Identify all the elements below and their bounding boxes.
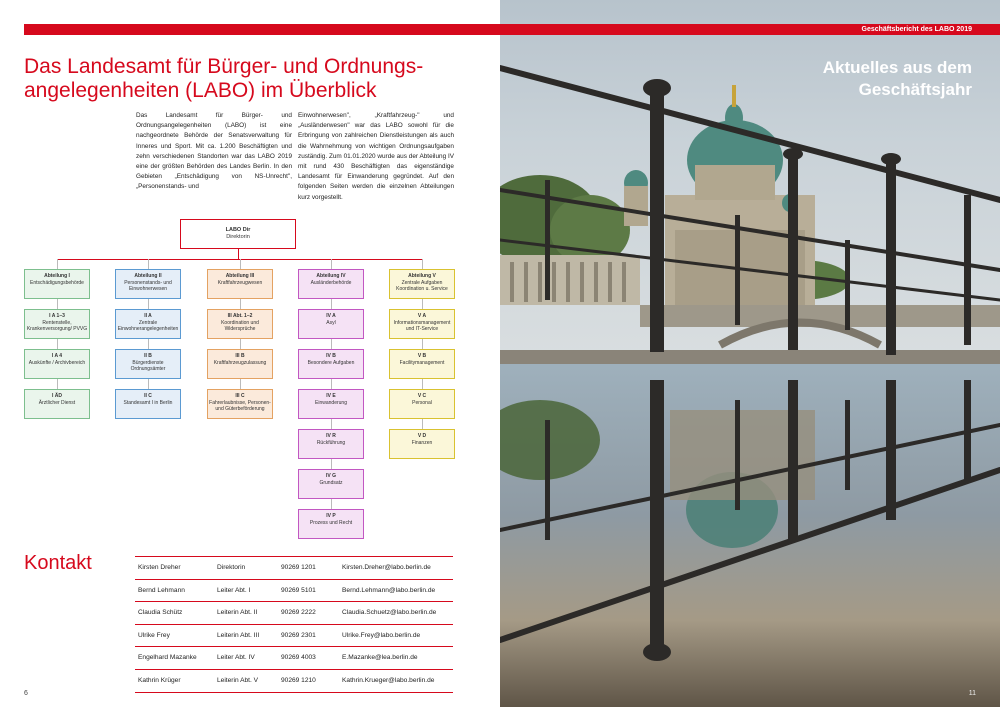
- unit-code: III Abt. 1–2: [227, 313, 253, 319]
- photo-title: [760, 57, 972, 101]
- unit-label: Standesamt I in Berlin: [123, 399, 173, 406]
- unit-code: II B: [144, 353, 152, 359]
- department-head-box: [298, 269, 364, 299]
- unit-code: I ÄD: [52, 393, 62, 399]
- unit-code: IV A: [326, 313, 336, 319]
- contact-name: Bernd Lehmann: [138, 586, 185, 594]
- contact-role: Direktorin: [217, 564, 246, 571]
- contact-row: [135, 625, 453, 648]
- unit-box: [298, 509, 364, 539]
- contact-row: [135, 670, 453, 693]
- photo-title-line-2: Geschäftsjahr: [858, 80, 972, 99]
- unit-code: III C: [235, 393, 245, 399]
- contact-role: Leiter Abt. IV: [217, 654, 255, 662]
- department-head-box: [207, 269, 273, 299]
- unit-code: II A: [144, 313, 152, 319]
- contact-name: Kathrin Krüger: [138, 676, 181, 684]
- unit-box: [24, 389, 90, 419]
- contact-row: [135, 557, 453, 580]
- unit-label: Asyl: [326, 319, 336, 326]
- unit-label: Koordination und Widersprüche: [221, 319, 259, 333]
- unit-label: Informationsmanagement und IT-Service: [393, 319, 451, 333]
- unit-label: Grundsatz: [319, 479, 343, 486]
- unit-box: [389, 389, 455, 419]
- contact-name: Claudia Schütz: [138, 609, 183, 617]
- unit-box: [115, 349, 181, 379]
- unit-code: I A 4: [51, 353, 63, 359]
- department-head-title: Abteilung II: [134, 273, 162, 279]
- header-bar: [24, 24, 1000, 35]
- contact-phone: 90269 1201: [281, 564, 316, 571]
- unit-code: IV P: [326, 513, 336, 519]
- department-head-subtitle: Zentrale Aufgaben Koordination u. Service: [396, 279, 448, 293]
- unit-box: [207, 309, 273, 339]
- unit-box: [389, 349, 455, 379]
- contact-phone: 90269 1210: [281, 676, 316, 684]
- contact-name: Ulrike Frey: [138, 631, 170, 639]
- header-label: Geschäftsbericht des LABO 2019: [861, 26, 972, 33]
- unit-code: I A 1–3: [49, 313, 65, 319]
- unit-box: [389, 309, 455, 339]
- unit-label: Besondere Aufgaben: [307, 359, 355, 366]
- unit-box: [115, 389, 181, 419]
- department-head-title: Abteilung III: [225, 273, 255, 279]
- contact-title: Kontakt: [24, 552, 92, 574]
- unit-label: Kraftfahrzeugzulassung: [213, 359, 267, 366]
- intro-text-column-1: Das Landesamt für Bürger- und Ordnungsangelegenheiten (LABO) ist eine nachgeordnete Behörde der Senatsverwaltung für Inneres und Sport. Mit ca. 1.200 Beschäftigten und zehn verschiedenen Standorten war das LABO 2019 eine der größten Behörden des Landes Berlin. In den Gebieten „Entschädigung von NS-Unrecht", „Personenstands- und: [136, 112, 292, 191]
- berlin-cathedral-photo: [500, 0, 1000, 707]
- unit-box: [207, 389, 273, 419]
- department-head-title: Abteilung IV: [316, 273, 346, 279]
- unit-box: [207, 349, 273, 379]
- photo-title-line-1: Aktuelles aus dem: [822, 58, 972, 77]
- department-head-subtitle: Personenstands- und Einwohnerwesen: [124, 279, 172, 293]
- unit-label: Zentrale Einwohnerangelegenheiten: [117, 319, 179, 333]
- contact-row: [135, 647, 453, 670]
- page-title-line-2: angelegenheiten (LABO) im Überblick: [24, 79, 377, 102]
- contact-phone: 90269 5101: [281, 586, 316, 594]
- department-head-box: [24, 269, 90, 299]
- department-head-subtitle: Kraftfahrzeugwesen: [217, 279, 263, 286]
- contact-row: [135, 602, 453, 625]
- unit-code: IV R: [326, 433, 336, 439]
- unit-box: [24, 309, 90, 339]
- unit-label: Auskünfte / Archivbereich: [28, 359, 86, 366]
- contact-phone: 90269 2301: [281, 631, 316, 639]
- contact-email[interactable]: Claudia.Schuetz@labo.berlin.de: [342, 609, 437, 617]
- department-head-box: [115, 269, 181, 299]
- department-head-title: Abteilung V: [408, 273, 436, 279]
- unit-code: IV G: [325, 473, 336, 479]
- unit-label: Prozess und Recht: [309, 519, 353, 526]
- org-root-box: [180, 219, 296, 249]
- unit-label: Finanzen: [411, 439, 433, 446]
- unit-code: V D: [417, 433, 427, 439]
- unit-code: V A: [417, 313, 427, 319]
- contact-row: [135, 580, 453, 603]
- contact-email[interactable]: E.Mazanke@lea.berlin.de: [342, 654, 418, 662]
- unit-box: [24, 349, 90, 379]
- unit-code: V B: [417, 353, 427, 359]
- org-root-title: LABO Dir: [225, 227, 251, 233]
- unit-code: II C: [144, 393, 152, 399]
- org-root-subtitle: Direktorin: [226, 233, 250, 240]
- contact-phone: 90269 4003: [281, 654, 316, 662]
- unit-box: [298, 349, 364, 379]
- contact-role: Leiterin Abt. V: [217, 676, 259, 684]
- contact-role: Leiterin Abt. III: [217, 631, 260, 639]
- contact-table: [135, 556, 453, 693]
- contact-phone: 90269 2222: [281, 609, 316, 617]
- unit-label: Bürgerdienste Ordnungsämter: [130, 359, 166, 373]
- unit-label: Rückführung: [316, 439, 346, 446]
- unit-box: [298, 429, 364, 459]
- department-head-subtitle: Entschädigungsbehörde: [30, 279, 84, 286]
- unit-box: [389, 429, 455, 459]
- unit-label: Personal: [412, 399, 432, 406]
- unit-label: Facilitymanagement: [399, 359, 445, 366]
- department-head-title: Abteilung I: [44, 273, 70, 279]
- contact-role: Leiter Abt. I: [217, 586, 251, 594]
- contact-name: Kirsten Dreher: [138, 564, 181, 571]
- right-page-photo: [500, 0, 1000, 707]
- contact-name: Engelhard Mazanke: [138, 654, 197, 662]
- unit-label: Ärztlicher Dienst: [38, 399, 76, 406]
- page-number-right: 11: [968, 690, 976, 697]
- intro-text-column-2: Einwohnerwesen", „Kraftfahrzeug-" und „Ausländerwesen" war das LABO sowohl für die Erbringung von zahlreichen Dienstleistungen als auch die Wahrnehmung von wichtigen Ordnungsaufgaben zuständig. Zum 01.01.2020 wurde aus der Abteilung IV mit rund 430 Beschäftigten das eigenständige Landesamt für Einwanderung gegründet. Auf den folgenden Seiten werden die einzelnen Abteilungen kurz vorgestellt.: [298, 112, 454, 201]
- page-title-line-1: Das Landesamt für Bürger- und Ordnungs-: [24, 55, 424, 78]
- unit-box: [298, 389, 364, 419]
- org-connector-root: [238, 249, 239, 259]
- department-head-box: [389, 269, 455, 299]
- contact-email[interactable]: Ulrike.Frey@labo.berlin.de: [342, 631, 421, 639]
- contact-email[interactable]: Kathrin.Krueger@labo.berlin.de: [342, 676, 435, 684]
- page-title: [24, 55, 464, 103]
- unit-box: [298, 469, 364, 499]
- unit-label: Einwanderung: [315, 399, 347, 406]
- department-head-subtitle: Ausländerbehörde: [310, 279, 352, 286]
- contact-email[interactable]: Kirsten.Dreher@labo.berlin.de: [342, 564, 431, 571]
- unit-code: V C: [417, 393, 427, 399]
- unit-box: [298, 309, 364, 339]
- contact-email[interactable]: Bernd.Lehmann@labo.berlin.de: [342, 586, 436, 594]
- unit-label: Rentenstelle, Krankenversorgung/ PVVG: [26, 319, 88, 333]
- unit-code: III B: [235, 353, 245, 359]
- unit-code: IV E: [326, 393, 336, 399]
- page-number-left: 6: [24, 690, 28, 697]
- unit-label: Fahrerlaubnisse, Personen- und Güterbeförderung: [209, 399, 271, 413]
- unit-box: [115, 309, 181, 339]
- unit-code: IV B: [326, 353, 336, 359]
- contact-role: Leiterin Abt. II: [217, 609, 258, 617]
